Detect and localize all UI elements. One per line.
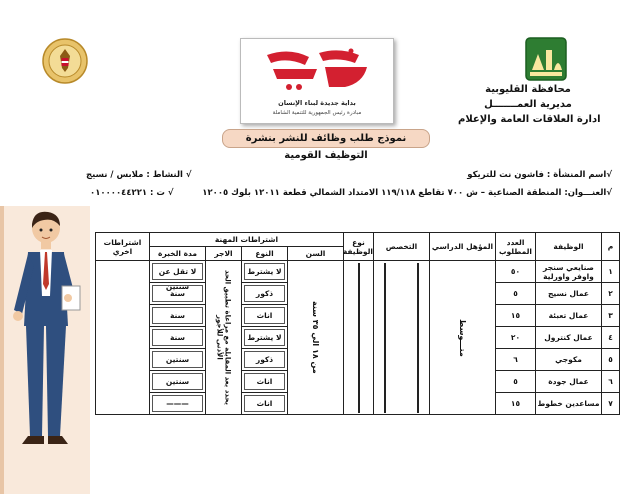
header-age: السن: [288, 247, 344, 261]
row-count: ٥: [496, 371, 536, 393]
divider: [417, 263, 419, 413]
row-num: ٢: [602, 283, 620, 305]
initiative-tagline: بداية جديدة لبناء الإنسان: [278, 99, 356, 107]
wage-value: يحدد بعد المقابلة مع مراعاة تطبيق الحد الأدنى للأجور: [215, 269, 232, 405]
row-job: مساعدين خطوط: [536, 393, 602, 415]
row-count: ٦: [496, 349, 536, 371]
row-experience: سنتين: [152, 373, 203, 390]
row-experience: سنة: [152, 329, 203, 346]
egypt-emblem-icon: [42, 38, 88, 84]
row-gender: اناث: [244, 373, 285, 390]
company-address: √العنـــوان: المنطقة الصناعية – ش ٧٠٠ تقاطع ١١٩/١١٨ الامتداد الشمالي قطعة ١٢٠١١ بلوك ١٢٠٠٥: [202, 188, 612, 198]
header-num: م: [602, 233, 620, 261]
row-count: ٥٠: [496, 261, 536, 283]
row-experience: سنة: [152, 307, 203, 324]
header-count: العدد المطلوب: [496, 233, 536, 261]
row-num: ١: [602, 261, 620, 283]
row-count: ٢٠: [496, 327, 536, 349]
wage-cell: [206, 261, 242, 415]
row-gender: ذكور: [244, 351, 285, 368]
businessman-illustration: [0, 206, 90, 494]
row-count: ١٥: [496, 305, 536, 327]
divider: [358, 263, 360, 413]
row-gender: اناث: [244, 395, 285, 412]
header-job-conditions: اشتراطات المهنة: [150, 233, 344, 247]
company-name: √اسم المنشأة : فاشون نت للتريكو: [467, 170, 612, 180]
initiative-subtagline: مبادرة رئيس الجمهورية للتنمية الشاملة: [272, 110, 362, 116]
jobs-table: [95, 232, 620, 415]
qualification-cell: [430, 261, 496, 415]
header-experience: مدة الخبرة: [150, 247, 206, 261]
other-conditions-cell: [96, 261, 150, 415]
row-experience: سنة: [152, 285, 203, 302]
age-value: من ١٨ الي ٣٥ سنة: [311, 301, 320, 374]
department-name: ادارة العلاقات العامة والإعلام: [458, 114, 601, 125]
header-job: الوظيفة: [536, 233, 602, 261]
initiative-logo: [240, 38, 394, 124]
row-num: ٧: [602, 393, 620, 415]
header-qualification: المؤهل الدراسي: [430, 233, 496, 261]
age-cell: [288, 261, 344, 415]
row-count: ٥: [496, 283, 536, 305]
row-gender: ذكور: [244, 285, 285, 302]
qalyubia-logo-icon: [524, 36, 568, 82]
qualification-value: متـــوسط: [458, 318, 467, 357]
row-gender: لا يشترط: [244, 329, 285, 346]
header-gender: النوع: [242, 247, 288, 261]
row-experience: لا تقل عن سنتين: [152, 263, 203, 280]
row-job: عمال نسيج: [536, 283, 602, 305]
row-num: ٥: [602, 349, 620, 371]
company-phone: √ ت : ٠١٠٠٠٠٤٤٢٢١: [90, 188, 174, 198]
header-other-conditions: اشتراطات اخري: [96, 233, 150, 261]
row-job: صنايعي سنجر واوفر واورلية: [536, 261, 602, 283]
specialization-cell: [374, 261, 430, 415]
row-job: عمال كنترول: [536, 327, 602, 349]
header-job-type: نوع الوظيفة: [344, 233, 374, 261]
row-experience: ———: [152, 395, 203, 412]
row-job: مكوجي: [536, 349, 602, 371]
row-count: ١٥: [496, 393, 536, 415]
row-job: عمال تعبئة: [536, 305, 602, 327]
row-num: ٤: [602, 327, 620, 349]
header-wage: الاجر: [206, 247, 242, 261]
job-type-cell: [344, 261, 374, 415]
governorate-name: محافظة القليوبية: [485, 84, 571, 95]
row-num: ٣: [602, 305, 620, 327]
table-header-row: [96, 233, 620, 247]
company-activity: √ النشاط : ملابس / نسيج: [86, 170, 192, 180]
row-gender: لا يشترط: [244, 263, 285, 280]
row-num: ٦: [602, 371, 620, 393]
directorate-name: مديرية العمـــــــل: [484, 99, 572, 110]
form-title: نموذج طلب وظائف للنشر بنشرة التوظيف القومية: [222, 129, 430, 148]
row-experience: سنتين: [152, 351, 203, 368]
header-specialization: التخصص: [374, 233, 430, 261]
row-job: عمال جودة: [536, 371, 602, 393]
divider: [384, 263, 386, 413]
governorate-header: [458, 82, 601, 127]
row-gender: اناث: [244, 307, 285, 324]
table-row: [96, 261, 620, 283]
initiative-logo-icon: [259, 45, 375, 95]
